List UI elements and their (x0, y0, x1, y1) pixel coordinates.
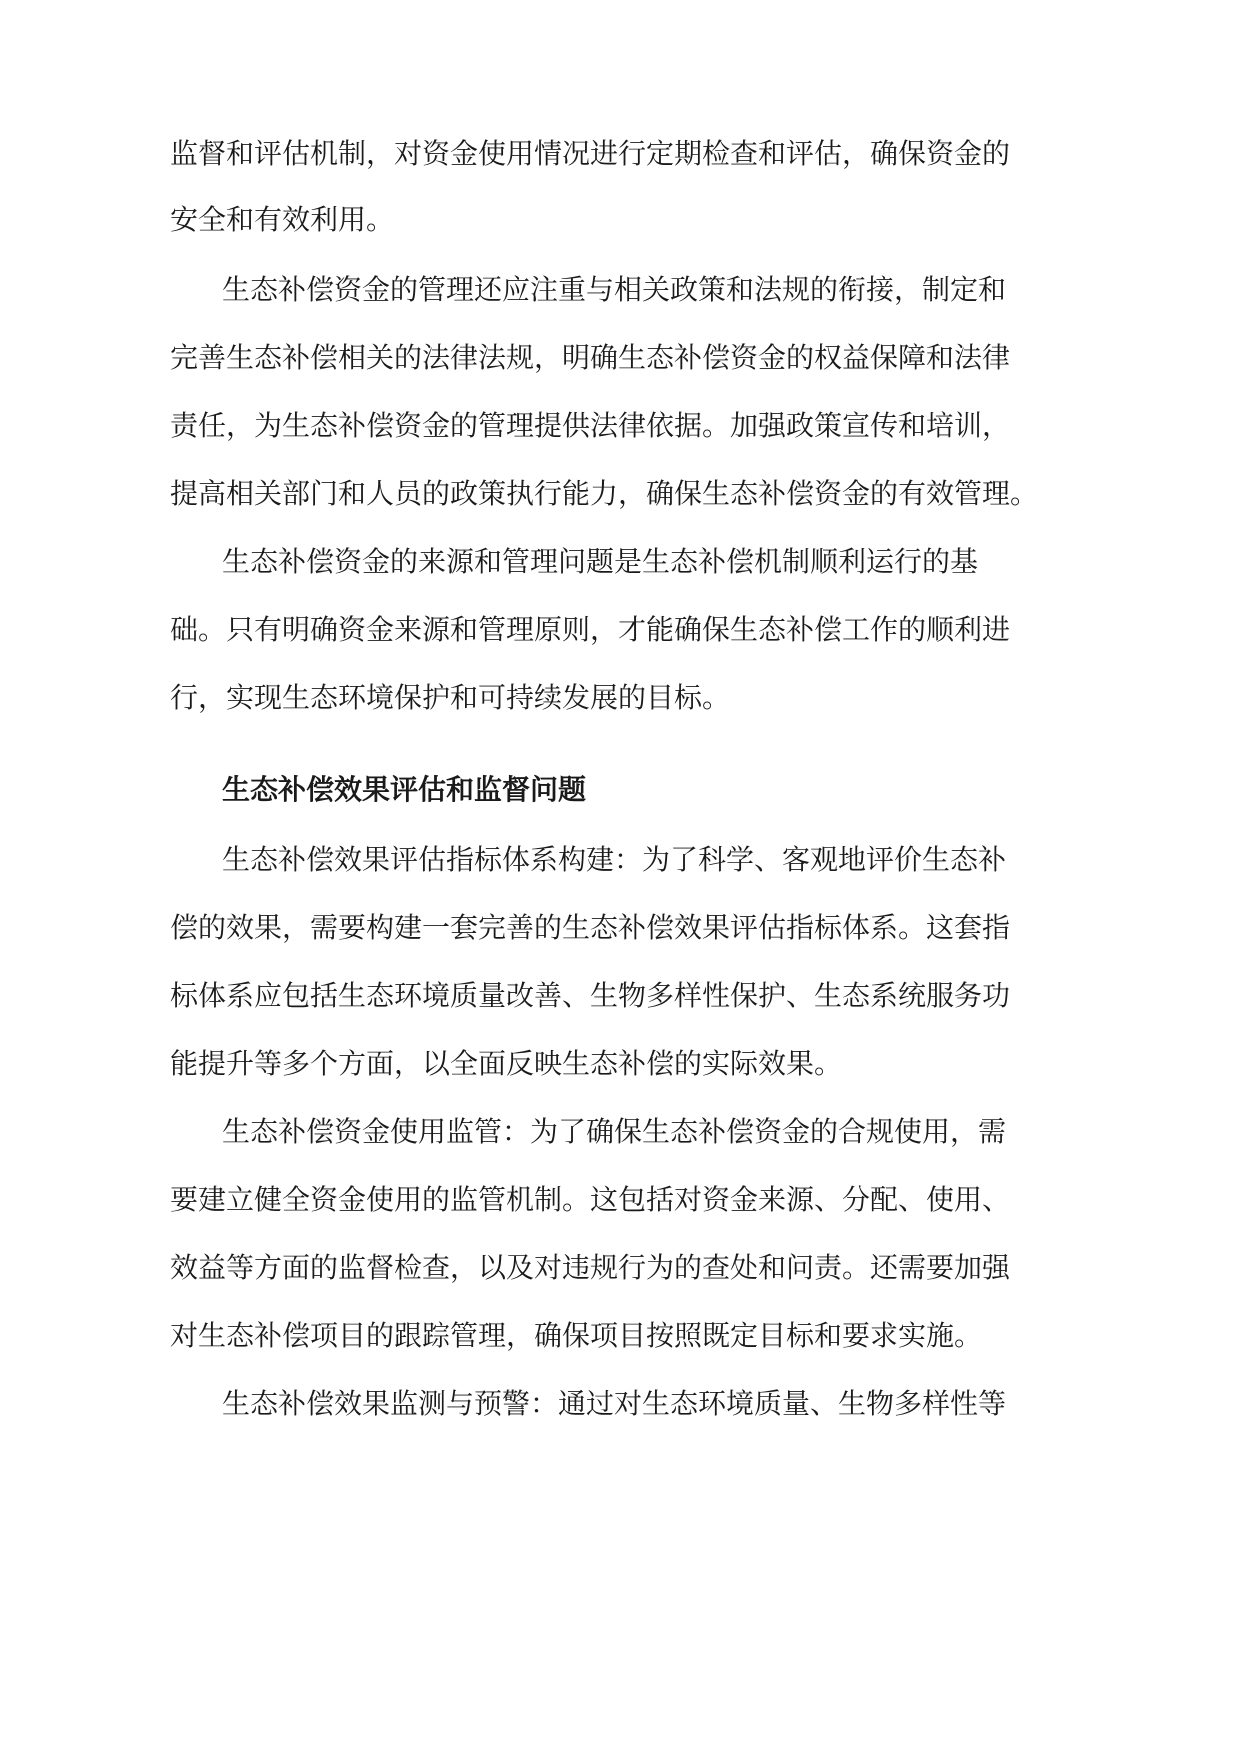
paragraph-first-line: 生态补偿资金的管理还应注重与相关政策和法规的衔接，制定和 (222, 273, 1007, 306)
text-line: 标体系应包括生态环境质量改善、生物多样性保护、生态系统服务功 (170, 979, 1011, 1012)
text-line: 安全和有效利用。 (170, 203, 395, 236)
text-line: 责任，为生态补偿资金的管理提供法律依据。加强政策宣传和培训， (170, 409, 1011, 442)
text-line: 要建立健全资金使用的监管机制。这包括对资金来源、分配、使用、 (170, 1183, 1011, 1216)
text-line: 完善生态补偿相关的法律法规，明确生态补偿资金的权益保障和法律 (170, 341, 1011, 374)
paragraph-first-line: 生态补偿资金的来源和管理问题是生态补偿机制顺利运行的基 (222, 545, 979, 578)
text-line: 础。只有明确资金来源和管理原则，才能确保生态补偿工作的顺利进 (170, 613, 1011, 646)
text-line: 能提升等多个方面，以全面反映生态补偿的实际效果。 (170, 1047, 843, 1080)
text-line: 偿的效果，需要构建一套完善的生态补偿效果评估指标体系。这套指 (170, 911, 1011, 944)
text-line: 行，实现生态环境保护和可持续发展的目标。 (170, 681, 731, 714)
text-line: 对生态补偿项目的跟踪管理，确保项目按照既定目标和要求实施。 (170, 1319, 983, 1352)
paragraph-first-line: 生态补偿效果监测与预警：通过对生态环境质量、生物多样性等 (222, 1387, 1007, 1420)
paragraph-first-line: 生态补偿资金使用监管：为了确保生态补偿资金的合规使用，需 (222, 1115, 1007, 1148)
text-line: 效益等方面的监督检查，以及对违规行为的查处和问责。还需要加强 (170, 1251, 1011, 1284)
paragraph-first-line: 生态补偿效果评估指标体系构建：为了科学、客观地评价生态补 (222, 843, 1007, 876)
text-line: 监督和评估机制，对资金使用情况进行定期检查和评估，确保资金的 (170, 137, 1011, 170)
section-heading: 生态补偿效果评估和监督问题 (222, 773, 587, 806)
text-line: 提高相关部门和人员的政策执行能力，确保生态补偿资金的有效管理。 (170, 477, 1039, 510)
